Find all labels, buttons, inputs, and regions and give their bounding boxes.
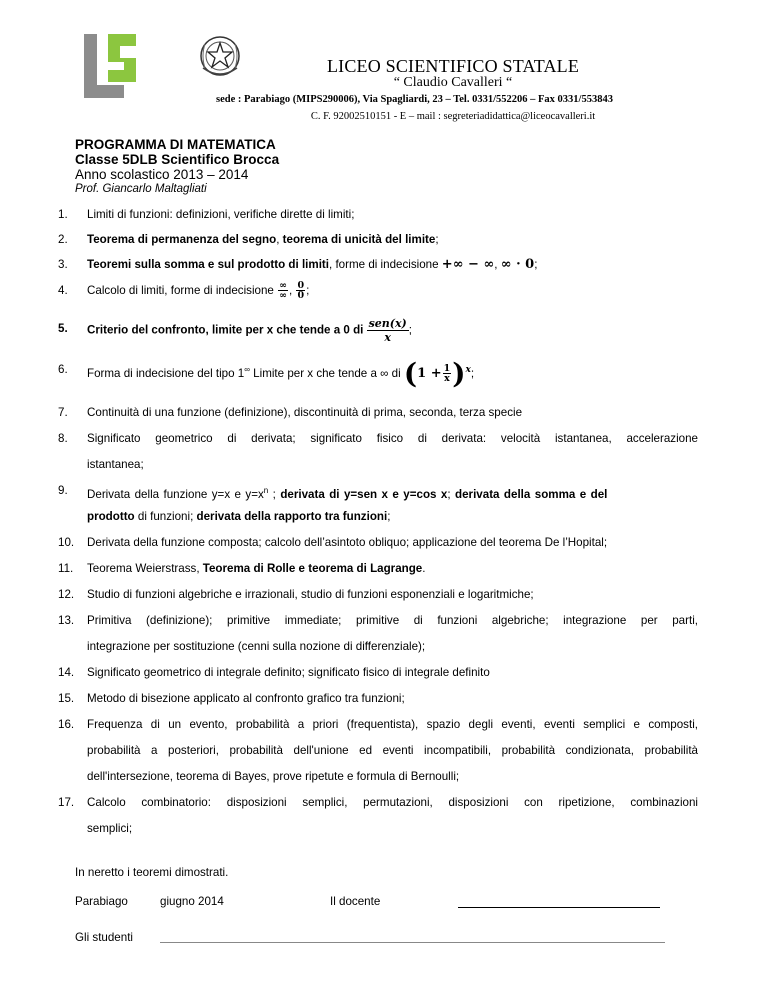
class-name: Classe 5DLB Scientifico Brocca: [75, 152, 280, 167]
formula: $\frac{0}{0}$: [297, 280, 305, 302]
place-label: Parabiago: [75, 895, 128, 908]
teacher-signature-line: [458, 907, 660, 908]
school-subtitle: “ Claudio Cavalleri “: [393, 75, 513, 90]
school-year: Anno scolastico 2013 – 2014: [75, 167, 249, 182]
program-title-block: [75, 137, 279, 197]
teacher-name: Prof. Giancarlo Maltagliati: [75, 183, 207, 195]
teacher-signature-label: Il docente: [330, 895, 381, 908]
date-label: giugno 2014: [160, 895, 224, 908]
school-name: LICEO SCIENTIFICO STATALE: [326, 56, 580, 76]
school-address: sede : Parabiago (MIPS290006), Via Spagliardi, 23 – Tel. 0331/552206 – Fax 0331/553843: [216, 94, 613, 105]
formula: $\frac{1}{x}$: [443, 363, 451, 385]
students-signature-line: [160, 942, 665, 943]
formula: +∞ − ∞: [441, 257, 495, 272]
students-signature-label: Gli studenti: [75, 931, 133, 944]
school-contact: C. F. 92002510151 - E – mail : segreteriadidattica@liceocavalleri.it: [310, 111, 596, 122]
formula: (: [403, 356, 418, 390]
formula: $\frac{\infty}{\infty}$: [279, 280, 288, 302]
formula: ∞ · 0: [500, 257, 535, 272]
bold-note: In neretto i teoremi dimostrati.: [75, 866, 229, 879]
formula: sen(x) x: [368, 317, 407, 344]
program-title: PROGRAMMA DI MATEMATICA: [75, 137, 276, 152]
